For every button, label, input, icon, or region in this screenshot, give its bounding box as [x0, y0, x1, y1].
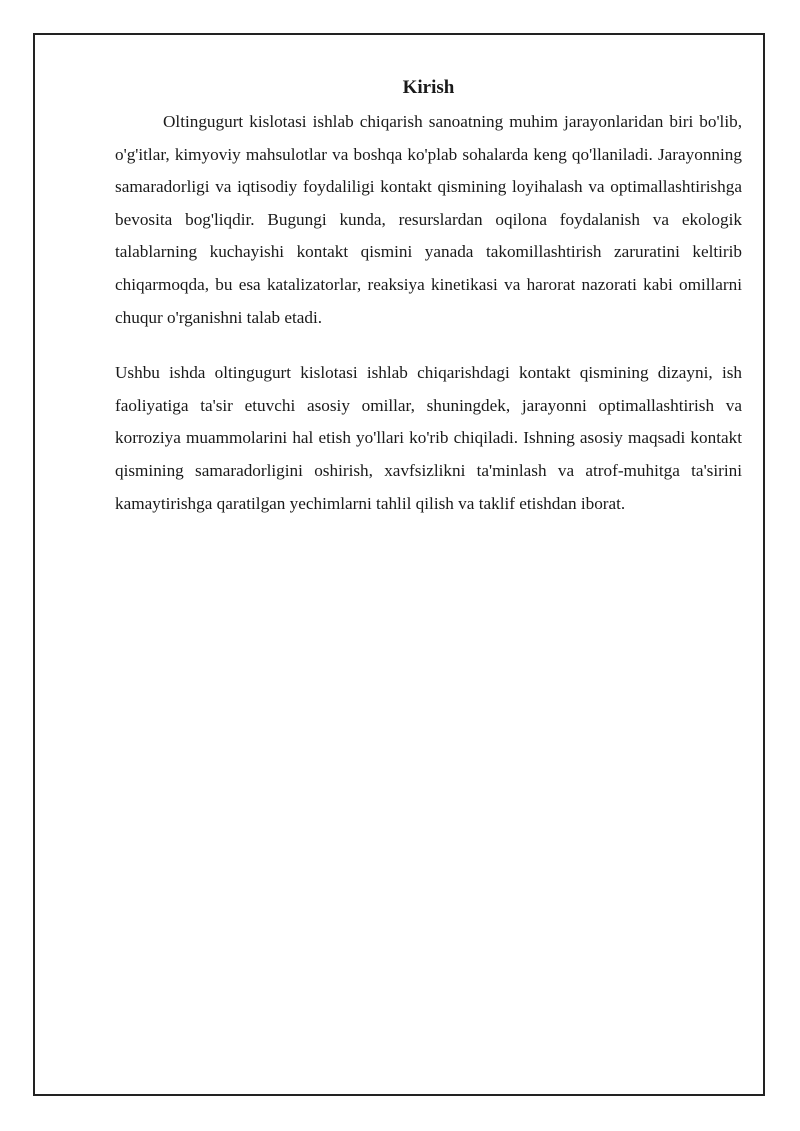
document-title: Kirish [402, 77, 455, 98]
paragraph-intro: Oltingugurt kislotasi ishlab chiqarish sanoatning muhim jarayonlaridan biri bo'lib, o'g'itlar, kimyoviy mahsulotlar va boshqa ko'plab sohalarda keng qo'llaniladi. Jarayonning samaradorligi va iqtisodiy foydaliligi kontakt qismining loyihalash va optimallashtirishga bevosita bog'liqdir. Bugungi kunda, resurslardan oqilona foydalanish va ekologik talablarning kuchayishi kontakt qismini yanada takomillashtirish zaruratini keltirib chiqarmoqda, bu esa katalizatorlar, reaksiya kinetikasi va harorat nazorati kabi omillarni chuqur o'rganishni talab etadi. [115, 112, 742, 327]
paragraph-purpose: Ushbu ishda oltingugurt kislotasi ishlab chiqarishdagi kontakt qismining dizayni, ish faoliyatiga ta'sir etuvchi asosiy omillar, shuningdek, jarayonni optimallashtirish va korroziya muammolarini hal etish yo'llari ko'rib chiqiladi. Ishning asosiy maqsadi kontakt qismining samaradorligini oshirish, xavfsizlikni ta'minlash va atrof-muhitga ta'sirini kamaytirishga qaratilgan yechimlarni tahlil qilish va taklif etishdan iborat. [115, 363, 742, 513]
document-body [115, 74, 742, 520]
